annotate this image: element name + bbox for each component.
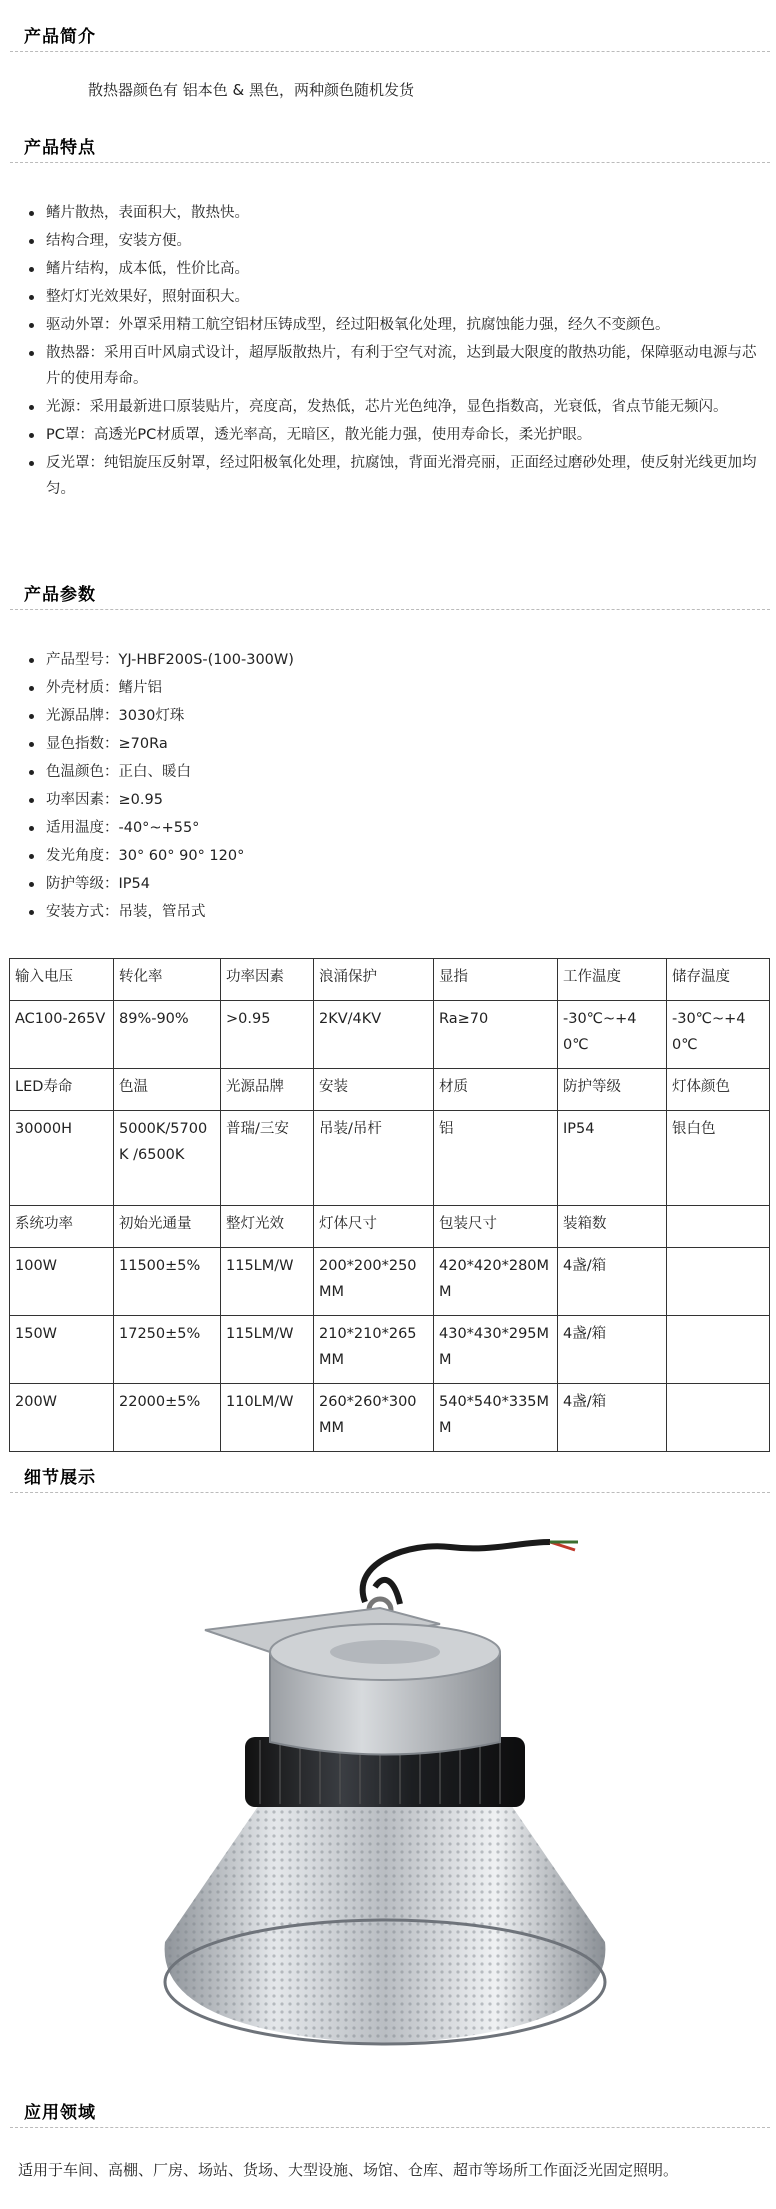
list-item: 适用温度：-40°~+55°: [24, 815, 768, 841]
table-row: [10, 1384, 770, 1452]
table-cell: [667, 1248, 770, 1316]
table-cell: 灯体尺寸: [314, 1206, 434, 1248]
table-cell: 2KV/4KV: [314, 1001, 434, 1069]
table-row: [10, 1206, 770, 1248]
table-cell: 200*200*250MM: [314, 1248, 434, 1316]
list-item: 光源品牌：3030灯珠: [24, 703, 768, 729]
table-cell: 110LM/W: [221, 1384, 314, 1452]
table-cell: 灯体颜色: [667, 1069, 770, 1111]
table-cell: 初始光通量: [114, 1206, 221, 1248]
list-item: 驱动外罩：外罩采用精工航空铝材压铸成型，经过阳极氧化处理，抗腐蚀能力强，经久不变颜色。: [24, 312, 768, 338]
list-item: 外壳材质：鳍片铝: [24, 675, 768, 701]
table-cell: 4盏/箱: [558, 1384, 667, 1452]
list-item: 发光角度：30° 60° 90° 120°: [24, 843, 768, 869]
table-cell: 装箱数: [558, 1206, 667, 1248]
divider: [10, 609, 770, 610]
table-cell: 光源品牌: [221, 1069, 314, 1111]
table-cell: 4盏/箱: [558, 1316, 667, 1384]
divider: [10, 162, 770, 163]
divider: [10, 2127, 770, 2128]
table-row: [10, 1248, 770, 1316]
table-cell: 430*430*295MM: [434, 1316, 558, 1384]
table-cell: 功率因素: [221, 959, 314, 1001]
table-cell: [667, 1384, 770, 1452]
table-cell: 银白色: [667, 1111, 770, 1206]
table-cell: [667, 1206, 770, 1248]
table-cell: LED寿命: [10, 1069, 114, 1111]
table-cell: 210*210*265MM: [314, 1316, 434, 1384]
table-cell: 储存温度: [667, 959, 770, 1001]
table-cell: 转化率: [114, 959, 221, 1001]
table-row: [10, 1001, 770, 1069]
table-cell: >0.95: [221, 1001, 314, 1069]
list-item: 散热器：采用百叶风扇式设计，超厚版散热片，有利于空气对流，达到最大限度的散热功能，保障驱动电源与芯片的使用寿命。: [24, 340, 768, 392]
table-cell: 工作温度: [558, 959, 667, 1001]
table-cell: 200W: [10, 1384, 114, 1452]
intro-text: 散热器颜色有 铝本色 & 黑色，两种颜色随机发货: [88, 81, 415, 99]
list-item: 色温颜色：正白、暖白: [24, 759, 768, 785]
table-cell: 吊装/吊杆: [314, 1111, 434, 1206]
list-item: 整灯灯光效果好，照射面积大。: [24, 284, 768, 310]
divider: [10, 1492, 770, 1493]
table-cell: Ra≥70: [434, 1001, 558, 1069]
table-cell: 色温: [114, 1069, 221, 1111]
table-cell: 整灯光效: [221, 1206, 314, 1248]
list-item: 防护等级：IP54: [24, 871, 768, 897]
spec-table: [9, 958, 770, 1452]
table-cell: 100W: [10, 1248, 114, 1316]
details-title: 细节展示: [24, 1468, 96, 1488]
list-item: 功率因素：≥0.95: [24, 787, 768, 813]
table-row: [10, 1111, 770, 1206]
list-item: 光源：采用最新进口原装贴片，亮度高，发热低，芯片光色纯净，显色指数高，光衰低，省点节能无频闪。: [24, 394, 768, 420]
table-cell: 4盏/箱: [558, 1248, 667, 1316]
params-list: [24, 647, 768, 927]
table-cell: 普瑞/三安: [221, 1111, 314, 1206]
table-cell: 115LM/W: [221, 1248, 314, 1316]
features-title: 产品特点: [24, 138, 96, 158]
table-cell: 5000K/5700K /6500K: [114, 1111, 221, 1206]
table-cell: 260*260*300MM: [314, 1384, 434, 1452]
table-cell: 材质: [434, 1069, 558, 1111]
features-list: [24, 200, 768, 504]
table-cell: 30000H: [10, 1111, 114, 1206]
table-cell: 安装: [314, 1069, 434, 1111]
table-row: [10, 1316, 770, 1384]
list-item: 反光罩：纯铝旋压反射罩，经过阳极氧化处理，抗腐蚀，背面光滑亮丽，正面经过磨砂处理，使反射光线更加均匀。: [24, 450, 768, 502]
table-cell: 输入电压: [10, 959, 114, 1001]
list-item: 结构合理，安装方便。: [24, 228, 768, 254]
table-cell: 防护等级: [558, 1069, 667, 1111]
table-row: [10, 959, 770, 1001]
params-title: 产品参数: [24, 585, 96, 605]
intro-title: 产品简介: [24, 27, 96, 47]
table-row: [10, 1069, 770, 1111]
table-cell: 包装尺寸: [434, 1206, 558, 1248]
table-cell: 11500±5%: [114, 1248, 221, 1316]
table-cell: 150W: [10, 1316, 114, 1384]
table-cell: [667, 1316, 770, 1384]
table-cell: 铝: [434, 1111, 558, 1206]
list-item: 安装方式：吊装，管吊式: [24, 899, 768, 925]
table-cell: -30℃~+40℃: [558, 1001, 667, 1069]
table-cell: 17250±5%: [114, 1316, 221, 1384]
table-cell: 浪涌保护: [314, 959, 434, 1001]
table-cell: 115LM/W: [221, 1316, 314, 1384]
list-item: 显色指数：≥70Ra: [24, 731, 768, 757]
table-cell: 系统功率: [10, 1206, 114, 1248]
table-cell: IP54: [558, 1111, 667, 1206]
table-cell: 显指: [434, 959, 558, 1001]
table-cell: 420*420*280MM: [434, 1248, 558, 1316]
high-bay-light-photo: [150, 1512, 620, 2072]
table-cell: 89%-90%: [114, 1001, 221, 1069]
list-item: 鳍片散热，表面积大，散热快。: [24, 200, 768, 226]
application-text: 适用于车间、高棚、厂房、场站、货场、大型设施、场馆、仓库、超市等场所工作面泛光固定照明。: [18, 2161, 679, 2179]
table-cell: 22000±5%: [114, 1384, 221, 1452]
application-title: 应用领域: [24, 2103, 96, 2123]
divider: [10, 51, 770, 52]
list-item: PC罩：高透光PC材质罩，透光率高，无暗区，散光能力强，使用寿命长，柔光护眼。: [24, 422, 768, 448]
list-item: 产品型号：YJ-HBF200S-(100-300W): [24, 647, 768, 673]
list-item: 鳍片结构，成本低，性价比高。: [24, 256, 768, 282]
table-cell: -30℃~+40℃: [667, 1001, 770, 1069]
table-cell: 540*540*335MM: [434, 1384, 558, 1452]
table-cell: AC100-265V: [10, 1001, 114, 1069]
